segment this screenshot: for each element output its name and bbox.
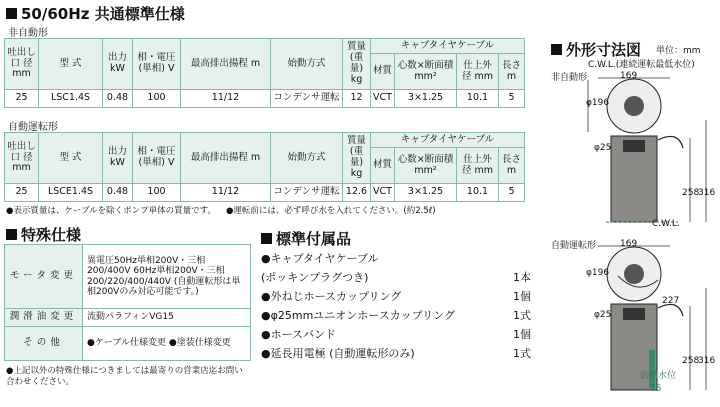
- col-head: 最高排出揚程 m: [181, 39, 271, 90]
- col-bore: 吐出し口 径 mm: [5, 39, 39, 90]
- list-item: ●キャブタイヤケーブル: [261, 251, 379, 265]
- col-output: 出力 kW: [103, 39, 133, 90]
- dim-diameter-auto: φ196: [586, 268, 610, 278]
- col-cores: 心数×断面積 mm²: [395, 54, 457, 90]
- dim-s85: 85: [650, 384, 662, 394]
- table-row: その他 ●ケーブル仕様変更 ●塗装仕様変更: [5, 327, 251, 361]
- section-marker-icon: [551, 44, 562, 55]
- dim-start-level: 始動水位: [640, 371, 677, 381]
- non-auto-spec-table: [4, 38, 525, 108]
- spec-title: 50/60Hz 共通標準仕様: [6, 3, 185, 24]
- dim-h1-auto: 258: [682, 356, 700, 366]
- col-material: 材質: [371, 148, 395, 184]
- dim-h1: 258: [682, 188, 700, 198]
- col-head: 最高排出揚程 m: [181, 133, 271, 184]
- section-marker-icon: [6, 8, 17, 19]
- col-voltage: 相・電圧 (単相) V: [133, 39, 181, 90]
- special-title: 特殊仕様: [6, 224, 81, 245]
- table-row: モータ変更 異電圧50Hz単相200V・三相200/400V 60Hz単相200V・三相200/220/400/440V (自動運転形は単相200Vのみ対応可能です。): [5, 245, 251, 309]
- col-start: 始動方式: [271, 39, 343, 90]
- special-footnote: ●上記以外の特殊仕様につきましては最寄りの営業店迄お問い合わせください。: [6, 366, 243, 388]
- col-cable: キャブタイヤケーブル: [371, 39, 525, 54]
- dim-width-auto: 169: [620, 239, 638, 249]
- unit-label: 単位：mm: [656, 46, 701, 56]
- table-row: 潤滑油変更 流動パラフィンVG15: [5, 309, 251, 327]
- note-mass: ●表示質量は、ケーブルを除くポンプ単体の質量です。: [6, 206, 216, 216]
- note-priming: ●運転前には、必ず呼び水を入れてください。(約2.5ℓ): [226, 206, 436, 216]
- col-length: 長さ m: [499, 54, 525, 90]
- list-item: ●ホースバンド 1個: [261, 327, 531, 341]
- auto-spec-table: [4, 132, 525, 202]
- dim-h2: 316: [698, 188, 716, 198]
- list-item: ●延長用電極 (自動運転形のみ) 1式: [261, 346, 531, 360]
- non-auto-label: 非自動形: [8, 28, 48, 39]
- col-od: 仕上外径 mm: [457, 148, 499, 184]
- diagram-auto-label: 自動運転形: [551, 241, 597, 251]
- list-item: (ポッキンプラグつき) 1本: [261, 270, 531, 284]
- col-output: 出力 kW: [103, 133, 133, 184]
- col-mass: 質量 (重量) kg: [343, 133, 371, 184]
- special-table: [4, 244, 251, 361]
- list-item: ●外ねじホースカップリング 1個: [261, 289, 531, 303]
- col-material: 材質: [371, 54, 395, 90]
- section-marker-icon: [6, 229, 17, 240]
- col-model: 型 式: [39, 39, 103, 90]
- col-start: 始動方式: [271, 133, 343, 184]
- diagram-non-auto-label: 非自動形: [551, 73, 588, 83]
- dim-pipe-auto: φ25: [594, 310, 612, 320]
- col-model: 型 式: [39, 133, 103, 184]
- section-marker-icon: [261, 233, 272, 244]
- col-mass: 質量 (重量) kg: [343, 39, 371, 90]
- col-bore: 吐出し口 径 mm: [5, 133, 39, 184]
- dim-diameter: φ196: [586, 98, 610, 108]
- col-voltage: 相・電圧 (単相) V: [133, 133, 181, 184]
- col-cable: キャブタイヤケーブル: [371, 133, 525, 148]
- table-row: 25 LSC1.4S 0.48 100 11/12 コンデンサ運転 12 VCT 3×1.25 10.1 5: [5, 90, 525, 108]
- diagram-title: 外形寸法図: [551, 39, 641, 60]
- dim-width: 169: [620, 71, 638, 81]
- col-cores: 心数×断面積 mm²: [395, 148, 457, 184]
- col-length: 長さ m: [499, 148, 525, 184]
- list-item: ●φ25mmユニオンホースカップリング 1式: [261, 308, 531, 322]
- dim-pipe: φ25: [594, 143, 612, 153]
- dim-radius: 227: [662, 296, 680, 306]
- col-od: 仕上外径 mm: [457, 54, 499, 90]
- cwl-note: C.W.L.(連続運転最低水位): [588, 60, 695, 70]
- dim-h2-auto: 316: [698, 356, 716, 366]
- accessory-list: [261, 248, 531, 362]
- accessories-title: 標準付属品: [261, 228, 351, 249]
- auto-label: 自動運転形: [8, 122, 58, 133]
- dim-cwl: C.W.L.: [652, 219, 680, 229]
- table-row: 25 LSCE1.4S 0.48 100 11/12 コンデンサ運転 12.6 VCT 3×1.25 10.1 5: [5, 184, 525, 202]
- pump-side-view-non-auto: [606, 120, 706, 222]
